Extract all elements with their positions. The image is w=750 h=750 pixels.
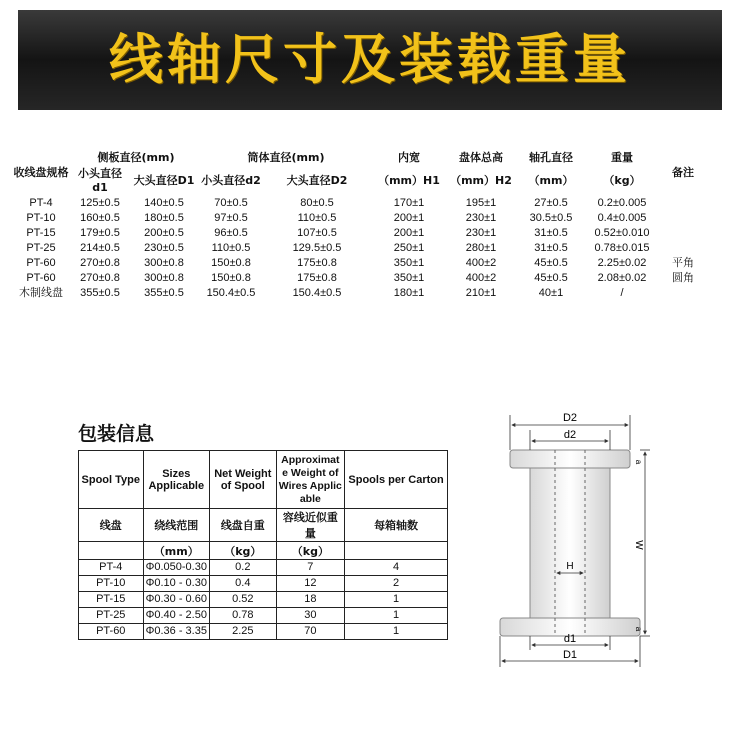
table-row: [10, 226, 708, 241]
title-banner: [18, 10, 722, 110]
cell-type: PT-60: [79, 624, 144, 640]
cell-weight: 0.78±0.015: [594, 242, 650, 254]
cell-D1: 200±0.5: [144, 227, 184, 239]
header-total-height-unit: （mm）H2: [450, 174, 512, 187]
cell-hole: 27±0.5: [534, 197, 568, 209]
header-hole-diameter: 轴孔直径: [529, 151, 573, 164]
cell-H2: 230±1: [465, 227, 497, 239]
spool-diagram: [490, 405, 650, 670]
label-D1: D1: [562, 649, 578, 661]
cell-approx: 7: [276, 560, 345, 576]
spool-dimension-table: [10, 150, 708, 301]
cell-approx: 70: [276, 624, 345, 640]
cell-note: [658, 211, 708, 226]
cell-sizes: Φ0.10 - 0.30: [143, 576, 210, 592]
cell-d1: 160±0.5: [80, 212, 120, 224]
cell-H2: 230±1: [465, 212, 497, 224]
table-row: [10, 211, 708, 226]
cell-weight: /: [620, 287, 624, 299]
cell-carton: 1: [345, 608, 448, 624]
header-flange-diameter: 侧板直径(mm): [97, 151, 175, 164]
table-row: [79, 592, 448, 608]
cell-D1: 230±0.5: [144, 242, 184, 254]
cell-weight: 0.2±0.005: [597, 197, 647, 209]
cell-carton: 1: [345, 624, 448, 640]
header-cn-winding-range: 绕线范围: [143, 509, 210, 542]
cell-D2: 129.5±0.5: [292, 242, 342, 254]
cell-hole: 30.5±0.5: [529, 212, 573, 224]
header-hole-unit: （mm）: [528, 174, 574, 187]
cell-d1: 355±0.5: [80, 287, 120, 299]
cell-H1: 350±1: [393, 272, 425, 284]
label-H: H: [566, 561, 574, 572]
header-barrel-diameter: 筒体直径(mm): [247, 151, 325, 164]
cell-net: 0.78: [210, 608, 277, 624]
cell-note: [658, 196, 708, 211]
cell-weight: 2.08±0.02: [597, 272, 647, 284]
cell-sizes: Φ0.30 - 0.60: [143, 592, 210, 608]
cell-D2: 150.4±0.5: [292, 287, 342, 299]
header-weight: 重量: [611, 151, 633, 164]
cell-D1: 300±0.8: [144, 272, 184, 284]
cell-spec: 木制线盘: [19, 287, 63, 299]
label-a-top: a: [634, 459, 643, 465]
cell-spec: PT-15: [26, 227, 56, 239]
cell-spec: PT-60: [26, 257, 56, 269]
header-inner-width: 内宽: [398, 151, 420, 164]
cell-net: 0.4: [210, 576, 277, 592]
table-row: [10, 271, 708, 286]
header-unit-approx-weight: （kg）: [276, 542, 345, 560]
header-small-d1: 小头直径d1: [78, 167, 122, 194]
cell-d2: 150±0.8: [211, 257, 251, 269]
header-large-D2: 大头直径D2: [286, 174, 348, 187]
label-D2: D2: [562, 412, 578, 424]
cell-note: [658, 286, 708, 301]
cell-d1: 270±0.8: [80, 257, 120, 269]
label-d1: d1: [563, 633, 577, 645]
cell-weight: 2.25±0.02: [597, 257, 647, 269]
cell-D1: 355±0.5: [144, 287, 184, 299]
table-row: [79, 624, 448, 640]
cell-hole: 45±0.5: [534, 257, 568, 269]
table-row: [10, 286, 708, 301]
header-spool-type: Spool Type: [79, 451, 144, 509]
spool-outline: [500, 450, 640, 636]
cell-d1: 214±0.5: [80, 242, 120, 254]
cell-d2: 97±0.5: [214, 212, 248, 224]
cell-H1: 200±1: [393, 227, 425, 239]
cell-type: PT-25: [79, 608, 144, 624]
cell-carton: 1: [345, 592, 448, 608]
cell-spec: PT-4: [29, 197, 53, 209]
cell-D1: 140±0.5: [144, 197, 184, 209]
cell-spec: PT-10: [26, 212, 56, 224]
cell-D2: 110±0.5: [297, 212, 337, 224]
label-W: W: [633, 540, 644, 550]
header-small-d2: 小头直径d2: [201, 174, 261, 187]
cell-d2: 150.4±0.5: [206, 287, 256, 299]
header-spool-spec: 收线盘规格: [13, 166, 69, 179]
packing-info-title: 包装信息: [78, 423, 155, 445]
cell-note: 圆角: [672, 272, 694, 284]
cell-H1: 350±1: [393, 257, 425, 269]
cell-d1: 125±0.5: [80, 197, 120, 209]
cell-approx: 18: [276, 592, 345, 608]
cell-d2: 150±0.8: [211, 272, 251, 284]
cell-d2: 110±0.5: [211, 242, 251, 254]
cell-d1: 270±0.8: [80, 272, 120, 284]
cell-D2: 175±0.8: [297, 272, 337, 284]
table-row: [79, 608, 448, 624]
header-sizes-applicable: Sizes Applicable: [143, 451, 210, 509]
header-cn-wire-weight: 容线近似重量: [276, 509, 345, 542]
cell-sizes: Φ0.050-0.30: [143, 560, 210, 576]
label-d2: d2: [563, 429, 577, 441]
cell-H2: 400±2: [465, 272, 497, 284]
header-large-D1: 大头直径D1: [133, 174, 195, 187]
cell-carton: 4: [345, 560, 448, 576]
page-title: 线轴尺寸及装载重量: [109, 28, 631, 91]
header-spools-per-carton: Spools per Carton: [345, 451, 448, 509]
header-approx-weight: Approximate Weight of Wires Applicable: [276, 451, 345, 509]
cell-H1: 250±1: [393, 242, 425, 254]
cell-d1: 179±0.5: [80, 227, 120, 239]
header-cn-per-carton: 每箱轴数: [345, 509, 448, 542]
header-cn-net-weight: 线盘自重: [210, 509, 277, 542]
cell-H1: 170±1: [393, 197, 425, 209]
header-inner-width-unit: （mm）H1: [378, 174, 440, 187]
header-cn-spool: 线盘: [79, 509, 144, 542]
cell-type: PT-4: [79, 560, 144, 576]
cell-sizes: Φ0.40 - 2.50: [143, 608, 210, 624]
cell-net: 2.25: [210, 624, 277, 640]
cell-carton: 2: [345, 576, 448, 592]
header-note: 备注: [672, 166, 694, 179]
cell-approx: 12: [276, 576, 345, 592]
table-row: [10, 196, 708, 211]
cell-d2: 70±0.5: [214, 197, 248, 209]
cell-type: PT-10: [79, 576, 144, 592]
label-a-bottom: a: [634, 626, 643, 632]
cell-D1: 180±0.5: [144, 212, 184, 224]
cell-hole: 31±0.5: [534, 227, 568, 239]
cell-note: 平角: [672, 257, 694, 269]
cell-D2: 80±0.5: [300, 197, 334, 209]
cell-approx: 30: [276, 608, 345, 624]
cell-sizes: Φ0.36 - 3.35: [143, 624, 210, 640]
cell-note: [658, 226, 708, 241]
cell-hole: 45±0.5: [534, 272, 568, 284]
cell-hole: 31±0.5: [534, 242, 568, 254]
cell-H2: 400±2: [465, 257, 497, 269]
cell-weight: 0.52±0.010: [594, 227, 650, 239]
cell-spec: PT-25: [26, 242, 56, 254]
cell-H2: 280±1: [465, 242, 497, 254]
cell-H1: 200±1: [393, 212, 425, 224]
header-weight-unit: （kg）: [603, 174, 641, 187]
header-unit-net-weight: （kg）: [210, 542, 277, 560]
cell-type: PT-15: [79, 592, 144, 608]
table-row: [79, 576, 448, 592]
packing-table: [78, 450, 448, 640]
header-unit-carton-empty: [345, 542, 448, 560]
header-net-weight: Net Weight of Spool: [210, 451, 277, 509]
cell-weight: 0.4±0.005: [597, 212, 647, 224]
cell-d2: 96±0.5: [214, 227, 248, 239]
cell-net: 0.2: [210, 560, 277, 576]
cell-H2: 210±1: [465, 287, 497, 299]
table-row: [10, 241, 708, 256]
cell-D1: 300±0.8: [144, 257, 184, 269]
cell-spec: PT-60: [26, 272, 56, 284]
cell-H1: 180±1: [393, 287, 425, 299]
cell-note: [658, 241, 708, 256]
cell-D2: 107±0.5: [297, 227, 337, 239]
header-unit-empty: [79, 542, 144, 560]
cell-hole: 40±1: [538, 287, 564, 299]
header-unit-sizes: （mm）: [143, 542, 210, 560]
table-row: [79, 560, 448, 576]
cell-H2: 195±1: [465, 197, 497, 209]
cell-net: 0.52: [210, 592, 277, 608]
header-total-height: 盘体总高: [459, 151, 503, 164]
cell-D2: 175±0.8: [297, 257, 337, 269]
table-row: [10, 256, 708, 271]
